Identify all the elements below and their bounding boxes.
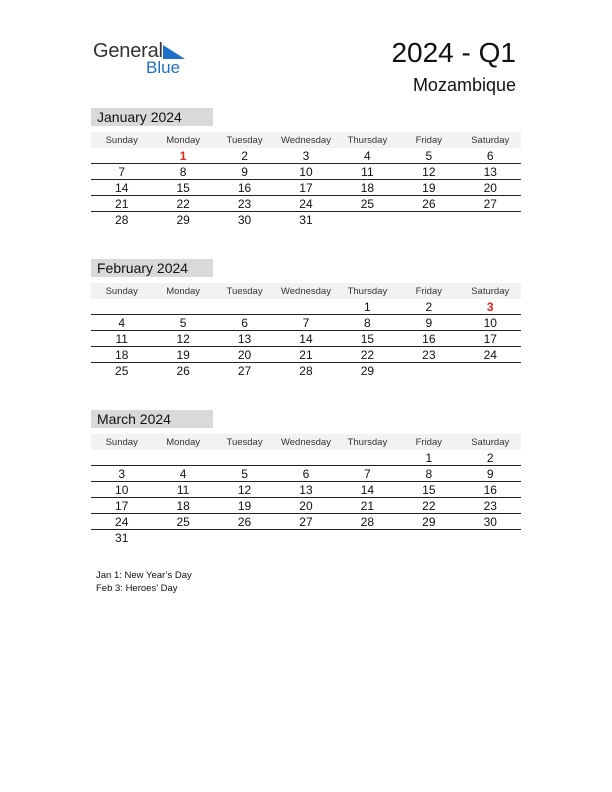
day-cell: 10 xyxy=(483,315,497,330)
holiday-day-cell: 3 xyxy=(486,299,494,314)
logo xyxy=(93,40,203,80)
day-cell: 29 xyxy=(422,514,436,529)
day-cell: 26 xyxy=(237,514,252,529)
day-cell: 31 xyxy=(299,213,313,227)
day-cell: 18 xyxy=(360,180,375,195)
holiday-day-cell: 1 xyxy=(179,148,187,163)
holiday-note: Jan 1: New Year’s Day xyxy=(96,570,192,581)
day-cell: 8 xyxy=(364,315,371,330)
day-cell: 22 xyxy=(360,347,375,362)
day-cell: 3 xyxy=(302,148,310,163)
week-row xyxy=(91,180,521,196)
weekday-header xyxy=(91,434,521,450)
holiday-notes xyxy=(96,569,192,595)
day-cell: 19 xyxy=(422,180,436,195)
day-cell: 30 xyxy=(483,514,497,529)
day-cell: 28 xyxy=(115,213,129,227)
day-cell: 30 xyxy=(237,213,252,227)
day-cell: 17 xyxy=(115,498,129,513)
weekday-label: Wednesday xyxy=(280,285,331,297)
weekday-header xyxy=(91,283,521,299)
day-cell: 24 xyxy=(115,514,129,529)
day-cell: 10 xyxy=(299,164,313,179)
day-cell: 11 xyxy=(176,482,190,497)
day-cell: 22 xyxy=(176,196,190,211)
week-row xyxy=(91,450,521,466)
weekday-label: Monday xyxy=(166,285,201,297)
day-cell: 8 xyxy=(179,164,187,179)
day-cell: 1 xyxy=(364,299,371,314)
weekday-label: Saturday xyxy=(471,134,510,146)
month-name: January 2024 xyxy=(91,108,213,126)
day-cell: 26 xyxy=(176,364,190,378)
weekday-label: Wednesday xyxy=(280,134,331,146)
weekday-label: Thursday xyxy=(347,436,388,448)
day-cell: 20 xyxy=(299,498,313,513)
month-name: March 2024 xyxy=(91,410,213,428)
day-cell: 2 xyxy=(425,299,433,314)
day-cell: 28 xyxy=(299,364,313,378)
week-row xyxy=(91,530,521,546)
weekday-label: Friday xyxy=(415,134,443,146)
day-cell: 2 xyxy=(241,148,248,163)
day-cell: 3 xyxy=(118,466,126,481)
day-cell: 4 xyxy=(364,148,371,163)
day-cell: 4 xyxy=(179,466,187,481)
weekday-header xyxy=(91,132,521,148)
week-row xyxy=(91,498,521,514)
month-january xyxy=(91,108,521,228)
day-cell: 6 xyxy=(302,466,310,481)
week-row xyxy=(91,466,521,482)
day-cell: 23 xyxy=(422,347,436,362)
week-row xyxy=(91,347,521,363)
day-cell: 15 xyxy=(422,482,436,497)
day-cell: 7 xyxy=(364,466,371,481)
day-cell: 21 xyxy=(360,498,375,513)
weekday-label: Thursday xyxy=(347,134,388,146)
day-cell: 20 xyxy=(483,180,497,195)
month-february xyxy=(91,259,521,379)
day-cell: 21 xyxy=(115,196,129,211)
day-cell: 16 xyxy=(422,331,436,346)
day-cell: 10 xyxy=(115,482,129,497)
day-cell: 9 xyxy=(486,466,494,481)
day-cell: 6 xyxy=(241,315,248,330)
day-cell: 26 xyxy=(422,196,436,211)
day-cell: 15 xyxy=(360,331,375,346)
day-cell: 27 xyxy=(237,364,252,378)
day-cell: 14 xyxy=(299,331,313,346)
weekday-label: Tuesday xyxy=(226,436,263,448)
day-cell: 28 xyxy=(360,514,375,529)
day-cell: 20 xyxy=(237,347,252,362)
day-cell: 21 xyxy=(299,347,313,362)
weekday-label: Sunday xyxy=(105,134,138,146)
day-cell: 19 xyxy=(176,347,190,362)
day-cell: 7 xyxy=(302,315,310,330)
week-row xyxy=(91,315,521,331)
weekday-label: Wednesday xyxy=(280,436,331,448)
day-cell: 25 xyxy=(115,364,129,378)
day-cell: 23 xyxy=(483,498,497,513)
day-cell: 14 xyxy=(360,482,375,497)
weekday-label: Thursday xyxy=(347,285,388,297)
day-cell: 15 xyxy=(176,180,190,195)
day-cell: 16 xyxy=(237,180,252,195)
day-cell: 29 xyxy=(176,213,190,227)
week-row xyxy=(91,299,521,315)
month-name: February 2024 xyxy=(91,259,213,277)
day-cell: 19 xyxy=(237,498,252,513)
day-cell: 7 xyxy=(118,164,126,179)
holiday-note: Feb 3: Heroes’ Day xyxy=(96,583,178,594)
day-cell: 8 xyxy=(425,466,433,481)
day-cell: 25 xyxy=(360,196,375,211)
week-row xyxy=(91,196,521,212)
week-row xyxy=(91,482,521,498)
day-cell: 14 xyxy=(115,180,129,195)
country-name: Mozambique xyxy=(412,75,516,95)
day-cell: 24 xyxy=(299,196,313,211)
day-cell: 11 xyxy=(115,331,128,346)
weekday-label: Tuesday xyxy=(226,134,263,146)
day-cell: 13 xyxy=(483,164,497,179)
day-cell: 18 xyxy=(176,498,190,513)
day-cell: 5 xyxy=(179,315,187,330)
day-cell: 16 xyxy=(483,482,497,497)
day-cell: 23 xyxy=(237,196,252,211)
day-cell: 1 xyxy=(425,450,433,465)
week-row xyxy=(91,363,521,379)
day-cell: 17 xyxy=(483,331,497,346)
day-cell: 9 xyxy=(425,315,433,330)
month-march xyxy=(91,410,521,546)
week-row xyxy=(91,331,521,347)
week-row xyxy=(91,212,521,228)
day-cell: 2 xyxy=(486,450,494,465)
weekday-label: Monday xyxy=(166,436,201,448)
day-cell: 5 xyxy=(241,466,248,481)
day-cell: 29 xyxy=(360,364,375,378)
logo-text-blue: Blue xyxy=(146,58,181,77)
day-cell: 12 xyxy=(237,482,252,497)
logo-triangle-icon xyxy=(163,45,185,59)
day-cell: 5 xyxy=(425,148,433,163)
week-row xyxy=(91,164,521,180)
weekday-label: Saturday xyxy=(471,285,510,297)
day-cell: 27 xyxy=(483,196,497,211)
week-row xyxy=(91,514,521,530)
week-row xyxy=(91,148,521,164)
day-cell: 12 xyxy=(422,164,436,179)
page-title: 2024 - Q1 xyxy=(391,37,516,68)
day-cell: 9 xyxy=(241,164,248,179)
day-cell: 31 xyxy=(115,531,129,545)
day-cell: 12 xyxy=(176,331,190,346)
day-cell: 22 xyxy=(422,498,436,513)
day-cell: 18 xyxy=(115,347,129,362)
day-cell: 13 xyxy=(237,331,252,346)
day-cell: 6 xyxy=(486,148,494,163)
day-cell: 13 xyxy=(299,482,313,497)
weekday-label: Friday xyxy=(415,285,443,297)
logo-text-general: General xyxy=(93,40,163,62)
weekday-label: Sunday xyxy=(105,436,138,448)
day-cell: 27 xyxy=(299,514,313,529)
day-cell: 4 xyxy=(118,315,126,330)
day-cell: 24 xyxy=(483,347,497,362)
weekday-label: Monday xyxy=(166,134,201,146)
weekday-label: Friday xyxy=(415,436,443,448)
day-cell: 25 xyxy=(176,514,190,529)
weekday-label: Tuesday xyxy=(226,285,263,297)
weekday-label: Sunday xyxy=(105,285,138,297)
day-cell: 17 xyxy=(299,180,313,195)
day-cell: 11 xyxy=(361,164,374,179)
weekday-label: Saturday xyxy=(471,436,510,448)
